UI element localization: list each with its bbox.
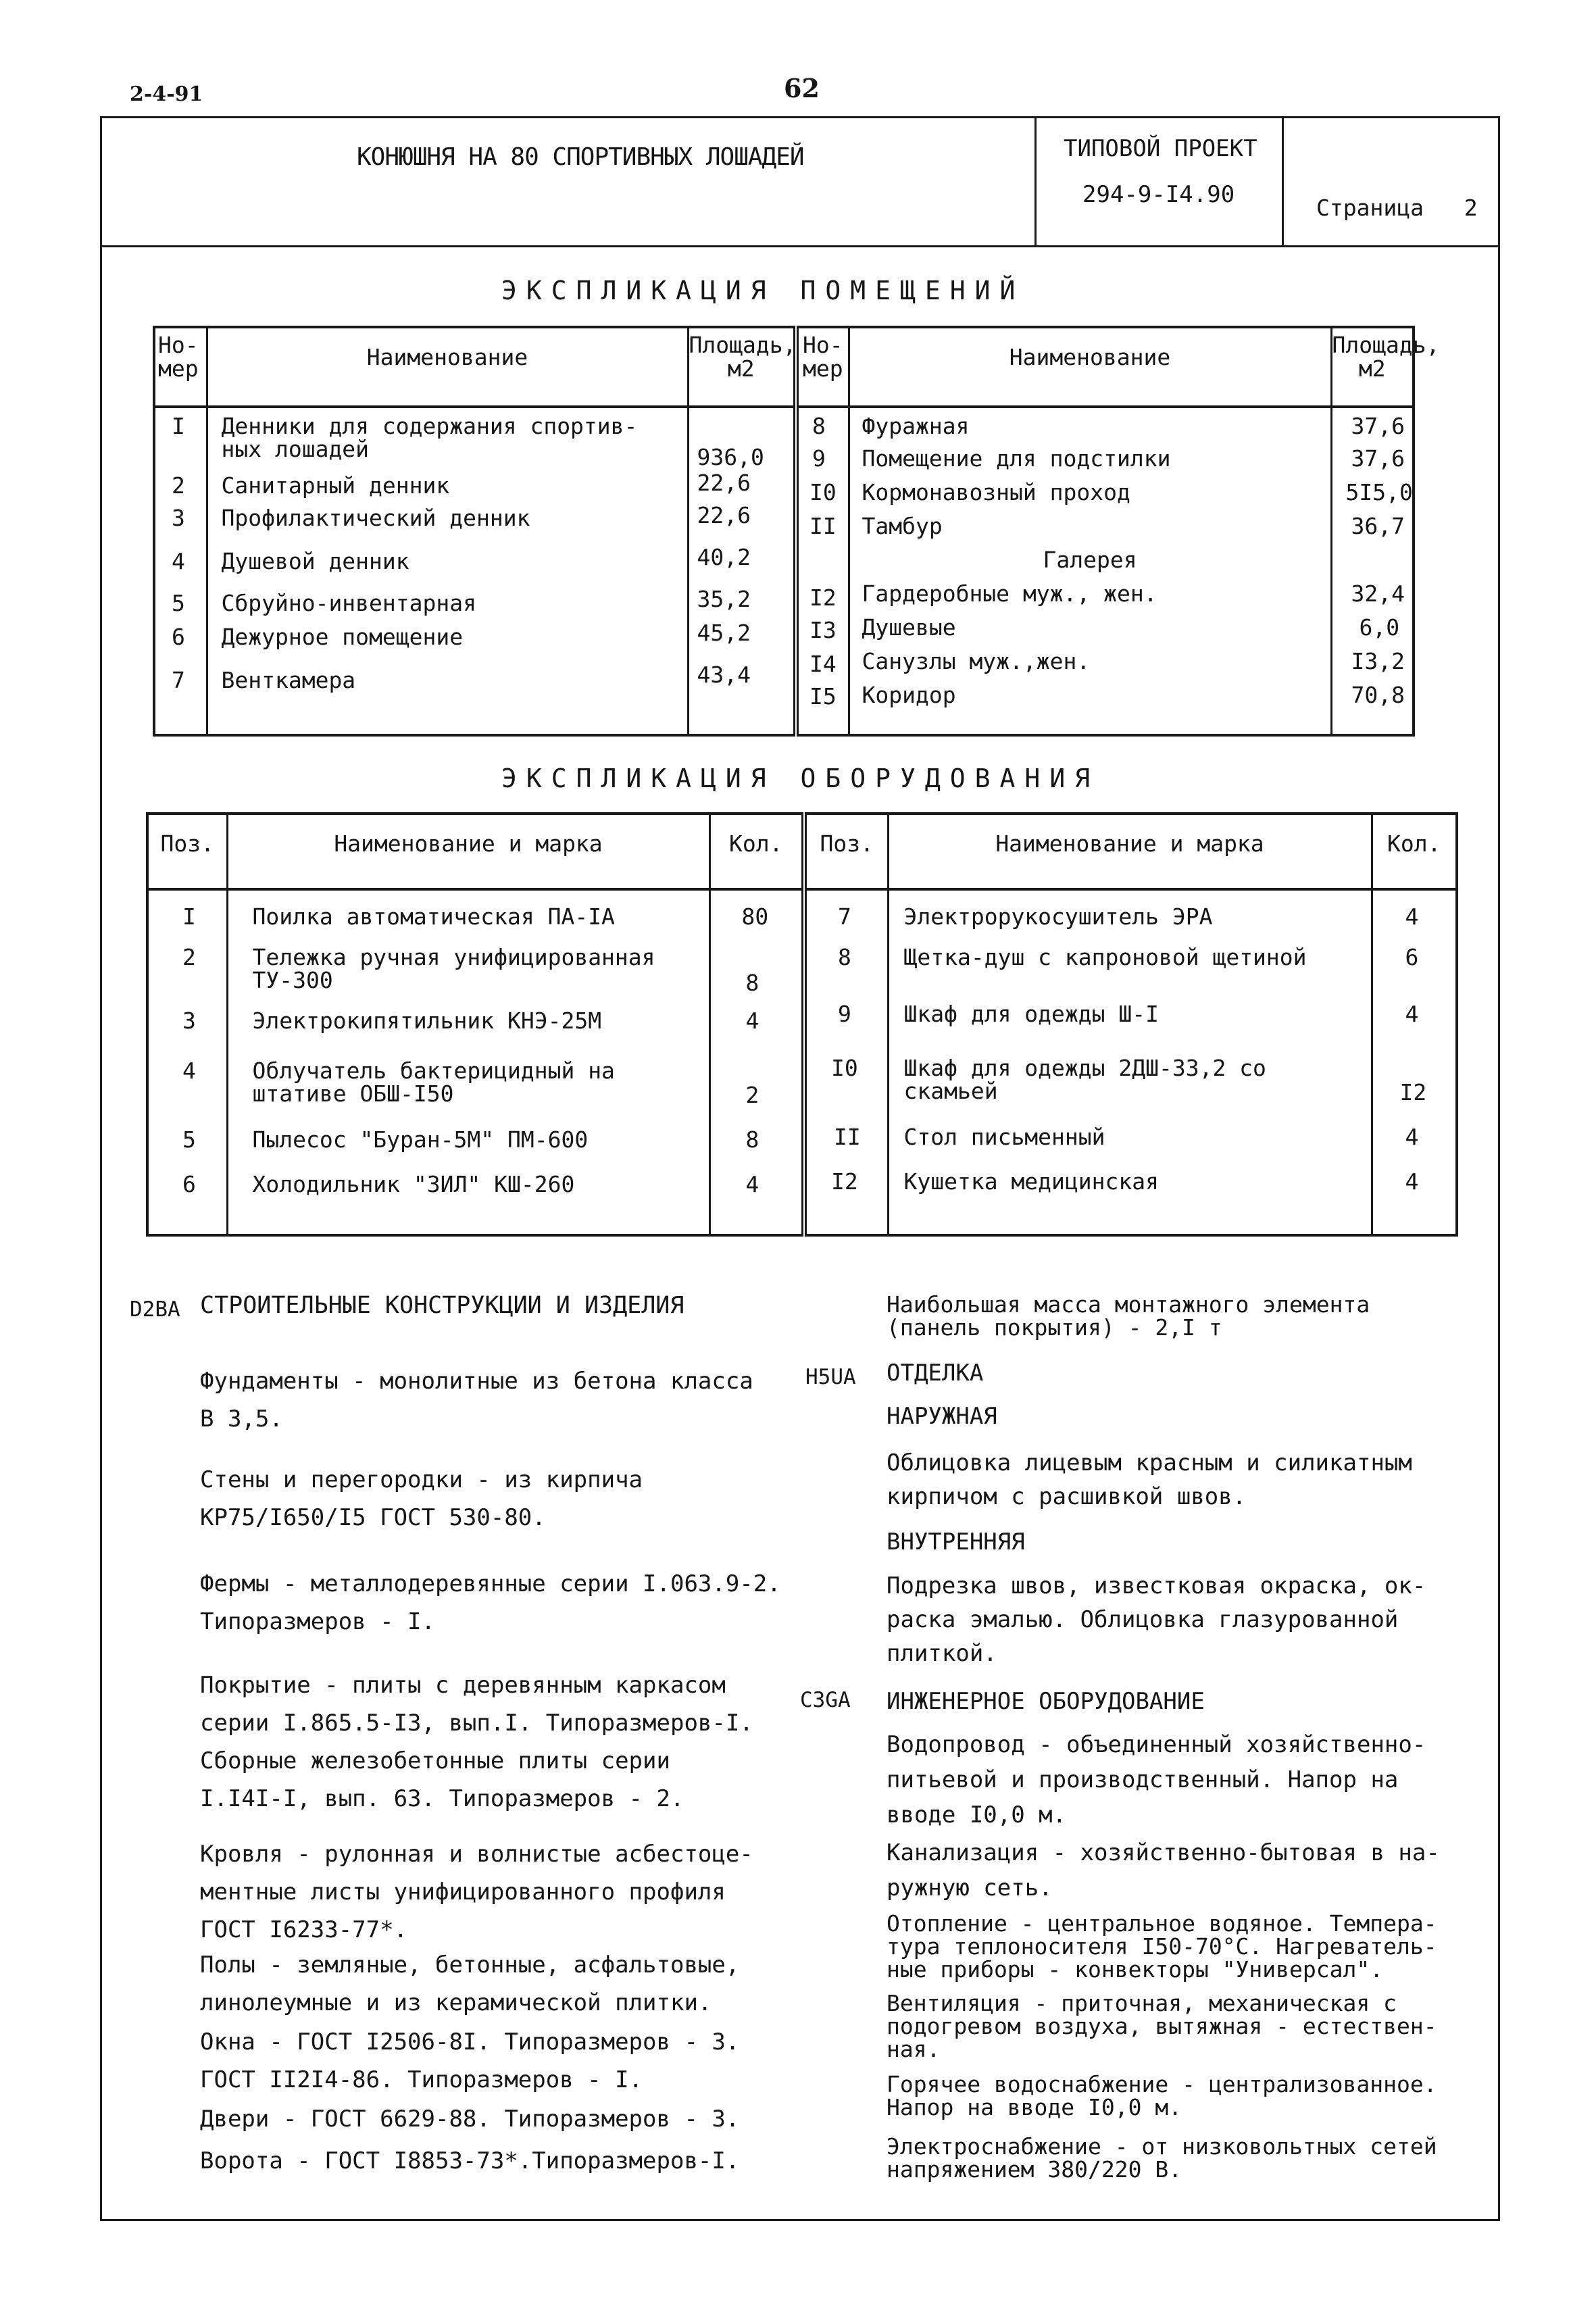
room-num: I5 xyxy=(809,683,837,710)
equipment-pos: 4 xyxy=(182,1057,196,1084)
room-area: I3,2 xyxy=(1351,648,1405,674)
room-name: Гардеробные муж., жен. xyxy=(862,580,1157,607)
rooms-header-row xyxy=(154,327,1414,407)
room-num: 8 xyxy=(812,413,826,439)
equipment-qty: I2 xyxy=(1399,1079,1427,1105)
outer-finish-text: Облицовка лицевым красным и силикатным кирпичом с расшивкой швов. xyxy=(887,1449,1412,1510)
equipment-name: Пылесос "Буран-5М" ПМ-600 xyxy=(252,1126,589,1153)
water-supply-text: Водопровод - объединенный хозяйственно- питьевой и производственный. Напор на вводе I0,0 м. xyxy=(887,1731,1426,1828)
page-indicator xyxy=(1316,195,1478,221)
equipment-name: Щетка-душ с капроновой щетиной xyxy=(903,944,1307,970)
equipment-name: Облучатель бактерицидный на штативе ОБШ-I50 xyxy=(252,1057,615,1107)
equipment-name: Электрокипятильник КНЭ-25М xyxy=(252,1007,602,1034)
room-num: 2 xyxy=(172,472,185,499)
equipment-qty: 4 xyxy=(1405,903,1419,930)
doors-text: Двери - ГОСТ 6629-88. Типоразмеров - 3. xyxy=(200,2106,740,2133)
room-num: I xyxy=(172,413,185,439)
room-num: 3 xyxy=(172,505,185,531)
room-area: 35,2 xyxy=(697,586,751,612)
equipment-pos: 5 xyxy=(182,1126,196,1153)
room-num: 6 xyxy=(172,624,185,650)
title-cell xyxy=(100,116,1037,245)
inner-finish-text: Подрезка швов, известковая окраска, ок- раска эмалью. Облицовка глазурованной плиткой. xyxy=(887,1572,1426,1667)
room-area: 32,4 xyxy=(1351,580,1405,607)
equipment-pos: I2 xyxy=(831,1168,858,1195)
room-area: 22,6 xyxy=(697,502,751,528)
equipment-pos: II xyxy=(834,1124,861,1150)
project-cell xyxy=(1037,116,1284,245)
room-name: Тамбур xyxy=(862,513,943,539)
equipment-name: Кушетка медицинская xyxy=(903,1168,1159,1195)
rooms-heading: ЭКСПЛИКАЦИЯ ПОМЕЩЕНИЙ xyxy=(501,276,1025,305)
equipment-pos: 9 xyxy=(838,1001,851,1027)
power-supply-text: Электроснабжение - от низковольтных сетей напряжением 380/220 В. xyxy=(887,2133,1437,2183)
room-name: Денники для содержания спортив- ных лошадей xyxy=(221,413,638,462)
project-code: 294-9-I4.90 xyxy=(1082,181,1235,208)
room-num: I3 xyxy=(809,617,837,643)
equipment-name: Холодильник "ЗИЛ" КШ-260 xyxy=(252,1171,575,1197)
room-num: II xyxy=(809,513,837,539)
equipment-heading: ЭКСПЛИКАЦИЯ ОБОРУДОВАНИЯ xyxy=(501,764,1100,793)
equipment-qty: 8 xyxy=(745,970,759,996)
room-area: 936,0 xyxy=(697,444,764,470)
col-name-header: Наименование xyxy=(366,344,528,370)
equipment-pos: I xyxy=(182,903,196,930)
sheet-code: 2-4-91 xyxy=(130,82,203,106)
rooms-body-row xyxy=(154,407,1414,735)
room-name: Дежурное помещение xyxy=(221,624,464,650)
page-number: 62 xyxy=(784,73,820,103)
room-name: Кормонавозный проход xyxy=(862,479,1130,505)
roof-text: Кровля - рулонная и волнистые асбестоце- ментные листы унифицированного профиля ГОСТ I6233-77*. xyxy=(200,1841,753,1943)
title-block xyxy=(100,116,1500,247)
col-name-header: Наименование и марка xyxy=(995,830,1264,857)
equipment-name: Электрорукосушитель ЭРА xyxy=(903,903,1213,930)
equipment-qty: 4 xyxy=(745,1007,759,1034)
room-name: Фуражная xyxy=(862,413,970,439)
room-name: Профилактический денник xyxy=(221,505,530,531)
equipment-pos: 8 xyxy=(838,944,851,970)
equipment-pos: 7 xyxy=(838,903,851,930)
room-area: 37,6 xyxy=(1351,413,1405,439)
room-name: Санузлы муж.,жен. xyxy=(862,648,1091,674)
equipment-name: Тележка ручная унифицированная ТУ-300 xyxy=(252,944,655,993)
floors-text: Полы - земляные, бетонные, асфальтовые, линолеумные и из керамической плитки. xyxy=(200,1951,740,2016)
room-name: Душевые xyxy=(862,614,956,641)
room-num: 4 xyxy=(172,548,185,574)
room-name: Помещение для подстилки xyxy=(862,445,1171,472)
foundations-text: Фундаменты - монолитные из бетона класса В 3,5. xyxy=(200,1368,753,1433)
room-area: 22,6 xyxy=(697,470,751,496)
constructions-heading: СТРОИТЕЛЬНЫЕ КОНСТРУКЦИИ И ИЗДЕЛИЯ xyxy=(200,1292,684,1319)
max-mass-text: Наибольшая масса монтажного элемента (панель покрытия) - 2,I т xyxy=(887,1291,1370,1341)
room-num: I0 xyxy=(809,479,837,505)
room-name: Сбруйно-инвентарная xyxy=(221,590,476,616)
walls-text: Стены и перегородки - из кирпича КР75/I650/I5 ГОСТ 530-80. xyxy=(200,1466,643,1531)
page-value: 2 xyxy=(1464,195,1478,221)
roofing-panels-text: Покрытие - плиты с деревянным каркасом серии I.865.5-I3, вып.I. Типоразмеров-I. Сборные железобетонные плиты серии I.I4I-I, вып. 63. Типоразмеров - 2. xyxy=(200,1672,753,1812)
equipment-qty: 6 xyxy=(1405,944,1419,970)
trusses-text: Фермы - металлодеревянные серии I.063.9-2. Типоразмеров - I. xyxy=(200,1570,781,1635)
room-name: Санитарный денник xyxy=(221,472,450,499)
col-num-header: Но- мер xyxy=(158,332,199,382)
equipment-pos: 6 xyxy=(182,1171,196,1197)
col-pos-header: Поз. xyxy=(820,830,874,857)
room-area: 6,0 xyxy=(1359,614,1400,641)
equipment-qty: 2 xyxy=(745,1082,759,1108)
col-name-header: Наименование и марка xyxy=(334,830,603,857)
col-area-header: Площадь, м2 xyxy=(1332,332,1440,382)
room-name: Коридор xyxy=(862,682,956,708)
room-area: 37,6 xyxy=(1351,445,1405,472)
finish-heading: ОТДЕЛКА xyxy=(887,1360,984,1387)
engineering-heading: ИНЖЕНЕРНОЕ ОБОРУДОВАНИЕ xyxy=(887,1688,1205,1715)
col-num-header: Но- мер xyxy=(803,332,843,382)
finish-code: H5UA xyxy=(805,1365,856,1389)
col-qty-header: Кол. xyxy=(729,830,783,857)
gallery-label: Галерея xyxy=(1043,547,1137,573)
equipment-body-row xyxy=(147,889,1457,1235)
equipment-qty: 8 xyxy=(745,1126,759,1153)
equipment-qty: 4 xyxy=(745,1171,759,1197)
room-num: 9 xyxy=(812,445,826,472)
col-area-header: Площадь, м2 xyxy=(689,332,797,382)
outer-finish-heading: НАРУЖНАЯ xyxy=(887,1403,997,1430)
equipment-qty: 4 xyxy=(1405,1124,1419,1150)
windows-text: Окна - ГОСТ I2506-8I. Типоразмеров - 3. ГОСТ II2I4-86. Типоразмеров - I. xyxy=(200,2028,740,2093)
rooms-table xyxy=(153,326,1440,737)
room-num: I4 xyxy=(809,651,837,677)
room-area: 70,8 xyxy=(1351,682,1405,708)
engineering-code: C3GA xyxy=(800,1688,851,1712)
equipment-name: Шкаф для одежды Ш-I xyxy=(903,1001,1159,1027)
equipment-pos: 2 xyxy=(182,944,196,970)
equipment-name: Стол письменный xyxy=(903,1124,1105,1150)
equipment-table xyxy=(146,812,1458,1237)
room-area: 36,7 xyxy=(1351,513,1405,539)
room-num: I2 xyxy=(809,584,837,611)
equipment-qty: 80 xyxy=(741,903,769,930)
room-num: 7 xyxy=(172,667,185,693)
room-num: 5 xyxy=(172,590,185,616)
room-name: Венткамера xyxy=(221,667,356,693)
page-label: Страница xyxy=(1316,195,1424,221)
equipment-qty: 4 xyxy=(1405,1001,1419,1027)
equipment-header-row xyxy=(147,814,1457,889)
constructions-code: D2BA xyxy=(130,1297,180,1322)
col-qty-header: Кол. xyxy=(1387,830,1441,857)
equipment-pos: I0 xyxy=(831,1055,858,1081)
sewerage-text: Канализация - хозяйственно-бытовая в на- ружную сеть. xyxy=(887,1839,1440,1901)
document-title: КОНЮШНЯ НА 80 СПОРТИВНЫХ ЛОШАДЕЙ xyxy=(357,143,804,171)
room-area: 43,4 xyxy=(697,662,751,688)
equipment-name: Поилка автоматическая ПА-IA xyxy=(252,903,615,930)
gates-text: Ворота - ГОСТ I8853-73*.Типоразмеров-I. xyxy=(200,2147,740,2174)
project-label: ТИПОВОЙ ПРОЕКТ xyxy=(1064,135,1257,162)
col-name-header: Наименование xyxy=(1009,344,1171,370)
equipment-qty: 4 xyxy=(1405,1168,1419,1195)
inner-finish-heading: ВНУТРЕННЯЯ xyxy=(887,1528,1025,1555)
equipment-pos: 3 xyxy=(182,1007,196,1034)
col-pos-header: Поз. xyxy=(160,830,214,857)
ventilation-text: Вентиляция - приточная, механическая с подогревом воздуха, вытяжная - естествен- ная. xyxy=(887,1990,1437,2062)
hot-water-text: Горячее водоснабжение - централизованное. Напор на вводе I0,0 м. xyxy=(887,2071,1437,2120)
room-name: Душевой денник xyxy=(221,548,409,574)
heating-text: Отопление - центральное водяное. Темпера- тура теплоносителя I50-70°С. Нагреватель- ные приборы - конвекторы "Универсал". xyxy=(887,1910,1437,1983)
room-area: 5I5,0 xyxy=(1345,479,1413,505)
room-area: 40,2 xyxy=(697,544,751,570)
equipment-name: Шкаф для одежды 2ДШ-33,2 со скамьей xyxy=(903,1055,1266,1104)
room-area: 45,2 xyxy=(697,620,751,646)
